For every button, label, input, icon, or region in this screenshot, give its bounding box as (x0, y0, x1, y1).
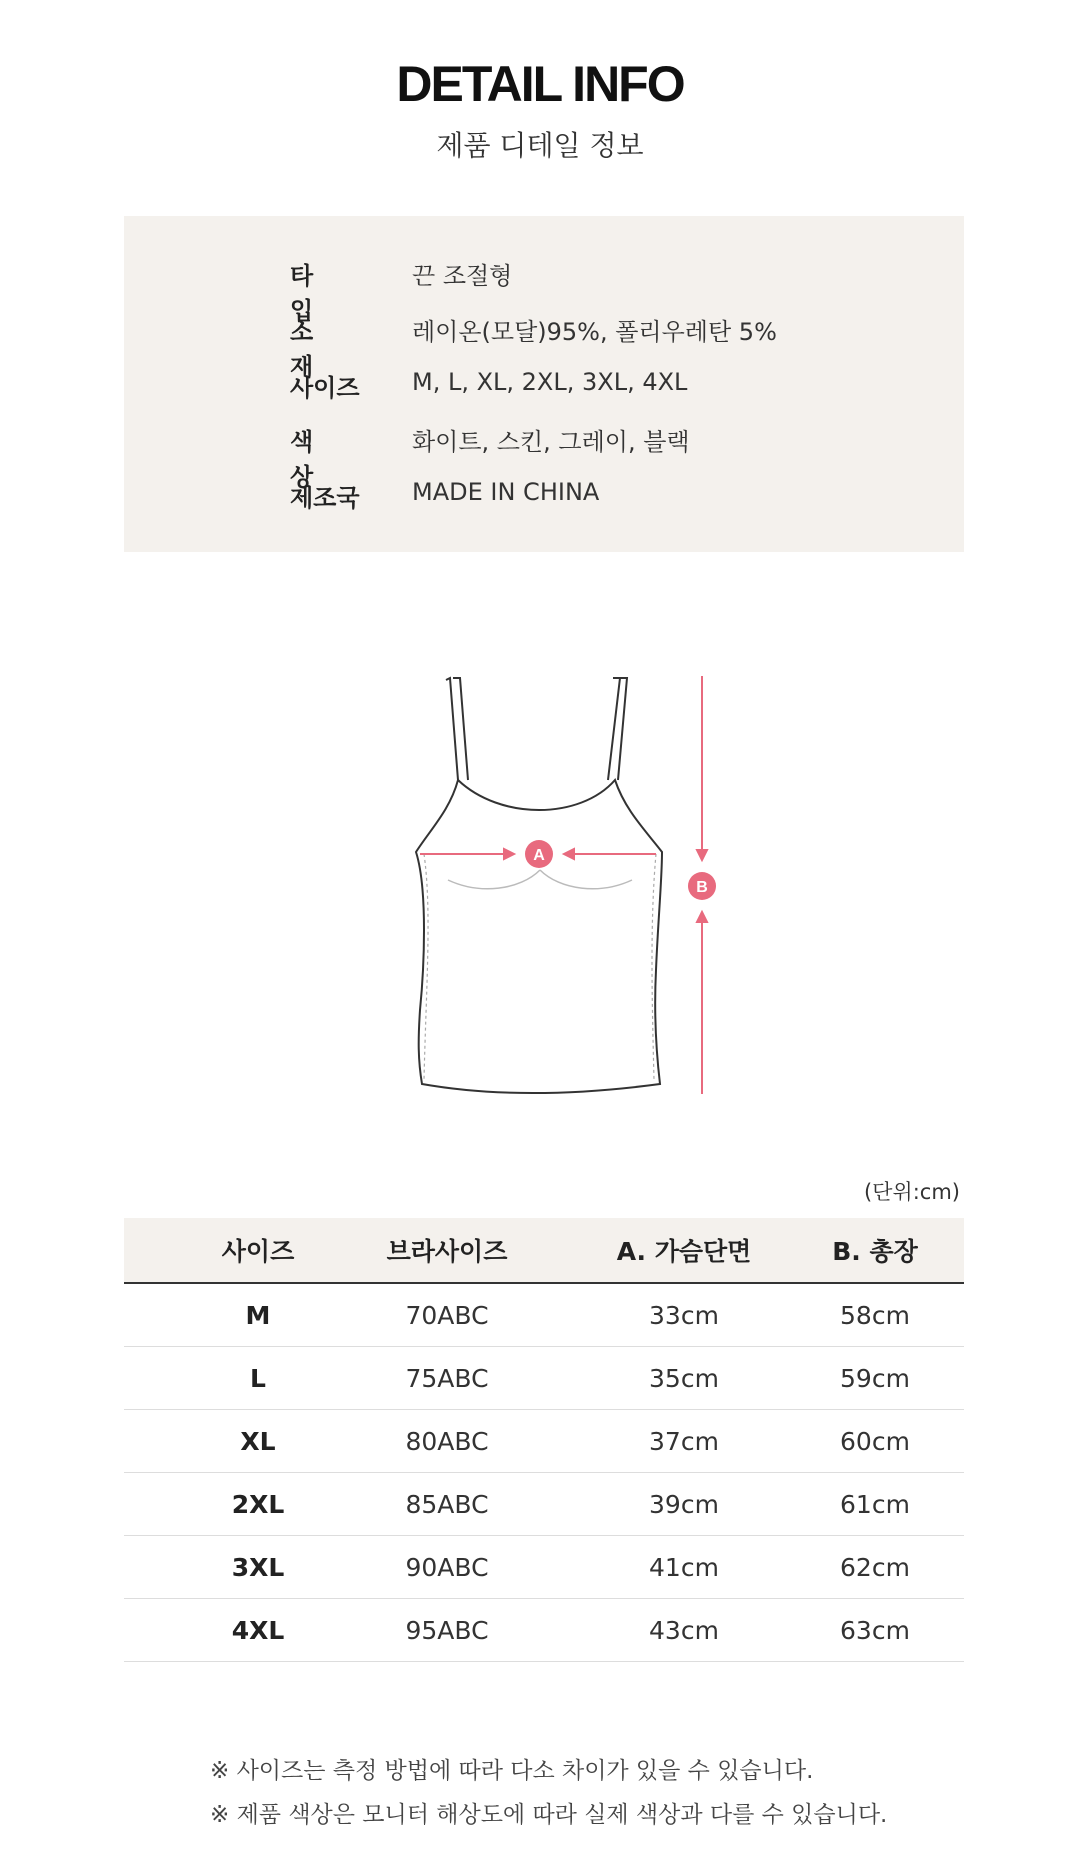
cell-bra-size: 80ABC (405, 1426, 489, 1456)
cell-chest: 39cm (649, 1489, 719, 1519)
page-subtitle: 제품 디테일 정보 (436, 129, 644, 162)
cell-chest: 37cm (649, 1426, 719, 1456)
cell-length: 62cm (840, 1552, 910, 1582)
info-label: 타 입 (290, 262, 338, 325)
cell-size: 2XL (231, 1489, 285, 1519)
info-value: 레이온(모달)95%, 폴리우레탄 5% (412, 318, 777, 346)
info-label: 색 상 (290, 428, 338, 491)
product-info-box (124, 216, 964, 552)
table-row (124, 1410, 964, 1473)
table-header (124, 1218, 964, 1284)
table-row (124, 1284, 964, 1347)
cell-length: 63cm (840, 1615, 910, 1645)
cell-length: 61cm (840, 1489, 910, 1519)
unit-label: (단위:cm) (863, 1180, 960, 1204)
cell-length: 60cm (840, 1426, 910, 1456)
cell-bra-size: 90ABC (405, 1552, 489, 1582)
cell-size: L (250, 1363, 266, 1393)
cell-size: XL (240, 1426, 276, 1456)
header-chest: A. 가슴단면 (616, 1237, 752, 1266)
cell-bra-size: 70ABC (405, 1300, 489, 1330)
cell-size: M (245, 1300, 271, 1330)
info-value: 화이트, 스킨, 그레이, 블랙 (412, 428, 690, 456)
table-row (124, 1536, 964, 1599)
cell-chest: 33cm (649, 1300, 719, 1330)
marker-b-label: B (696, 879, 708, 896)
info-label: 사이즈 (290, 374, 360, 402)
cell-length: 59cm (840, 1363, 910, 1393)
cell-size: 4XL (231, 1615, 285, 1645)
cell-bra-size: 75ABC (405, 1363, 489, 1393)
info-value: M, L, XL, 2XL, 3XL, 4XL (412, 368, 688, 396)
cell-chest: 41cm (649, 1552, 719, 1582)
cell-bra-size: 85ABC (405, 1489, 489, 1519)
camisole-outline (416, 678, 662, 1093)
header-bra-size: 브라사이즈 (386, 1237, 508, 1266)
notes (210, 1752, 887, 1840)
table-row (124, 1599, 964, 1662)
info-value: 끈 조절형 (412, 262, 513, 290)
cell-chest: 43cm (649, 1615, 719, 1645)
cell-length: 58cm (840, 1300, 910, 1330)
page-title: DETAIL INFO (396, 56, 684, 112)
header-size: 사이즈 (221, 1237, 295, 1266)
cell-chest: 35cm (649, 1363, 719, 1393)
size-table (124, 1218, 964, 1662)
note-color-variance: ※ 제품 색상은 모니터 해상도에 따라 실제 색상과 다를 수 있습니다. (210, 1802, 888, 1828)
info-value: MADE IN CHINA (412, 478, 600, 506)
marker-a-label: A (533, 847, 545, 864)
cell-bra-size: 95ABC (405, 1615, 489, 1645)
camisole-measurement-diagram (400, 670, 730, 1110)
table-row (124, 1347, 964, 1410)
info-label: 소 재 (290, 318, 338, 381)
table-row (124, 1473, 964, 1536)
header-length: B. 총장 (832, 1237, 918, 1266)
cell-size: 3XL (231, 1552, 285, 1582)
note-size-variance: ※ 사이즈는 측정 방법에 따라 다소 차이가 있을 수 있습니다. (210, 1758, 814, 1784)
info-label: 제조국 (290, 484, 360, 512)
